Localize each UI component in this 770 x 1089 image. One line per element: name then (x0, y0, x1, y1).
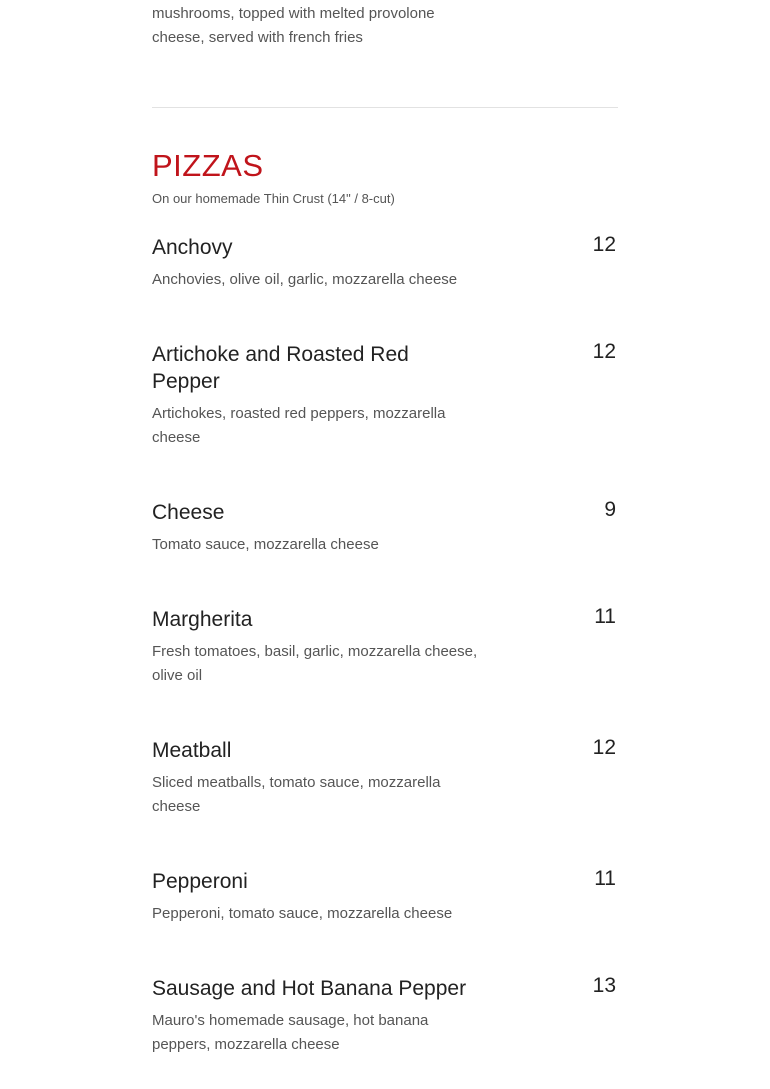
previous-item-description: mushrooms, topped with melted provolone cheese, served with french fries (152, 5, 435, 46)
menu-item-artichoke (152, 341, 618, 450)
item-name: Meatball (152, 739, 232, 762)
item-description: Anchovies, olive oil, garlic, mozzarella cheese (152, 271, 458, 288)
item-description: Artichokes, roasted red peppers, mozzarella cheese (152, 405, 446, 446)
item-price: 11 (594, 605, 616, 628)
item-description: Tomato sauce, mozzarella cheese (152, 536, 379, 553)
section-subtitle: On our homemade Thin Crust (14" / 8-cut) (152, 191, 395, 206)
item-name: Artichoke and Roasted Red Pepper (152, 343, 409, 393)
item-price: 13 (592, 974, 616, 997)
item-price: 9 (604, 498, 616, 521)
item-description: Fresh tomatoes, basil, garlic, mozzarella cheese, olive oil (152, 643, 478, 684)
item-name: Cheese (152, 501, 225, 524)
item-name: Margherita (152, 608, 253, 631)
item-name: Anchovy (152, 236, 233, 259)
menu-item-cheese (152, 499, 618, 557)
item-price: 12 (592, 340, 616, 363)
item-name: Sausage and Hot Banana Pepper (152, 977, 467, 1000)
section-divider (152, 107, 618, 108)
item-price: 11 (594, 867, 616, 890)
item-price: 12 (592, 233, 616, 256)
menu-item-sausage-banana-pepper (152, 975, 618, 1057)
item-price: 12 (592, 736, 616, 759)
item-description: Pepperoni, tomato sauce, mozzarella cheese (152, 905, 453, 922)
item-description: Sliced meatballs, tomato sauce, mozzarella cheese (152, 774, 441, 815)
section-title: PIZZAS (152, 148, 264, 183)
item-description: Mauro's homemade sausage, hot banana peppers, mozzarella cheese (152, 1012, 429, 1053)
menu-item-meatball (152, 737, 618, 819)
menu-item-margherita (152, 606, 618, 688)
menu-item-pepperoni (152, 868, 618, 926)
menu-item-anchovy (152, 234, 618, 292)
item-name: Pepperoni (152, 870, 248, 893)
